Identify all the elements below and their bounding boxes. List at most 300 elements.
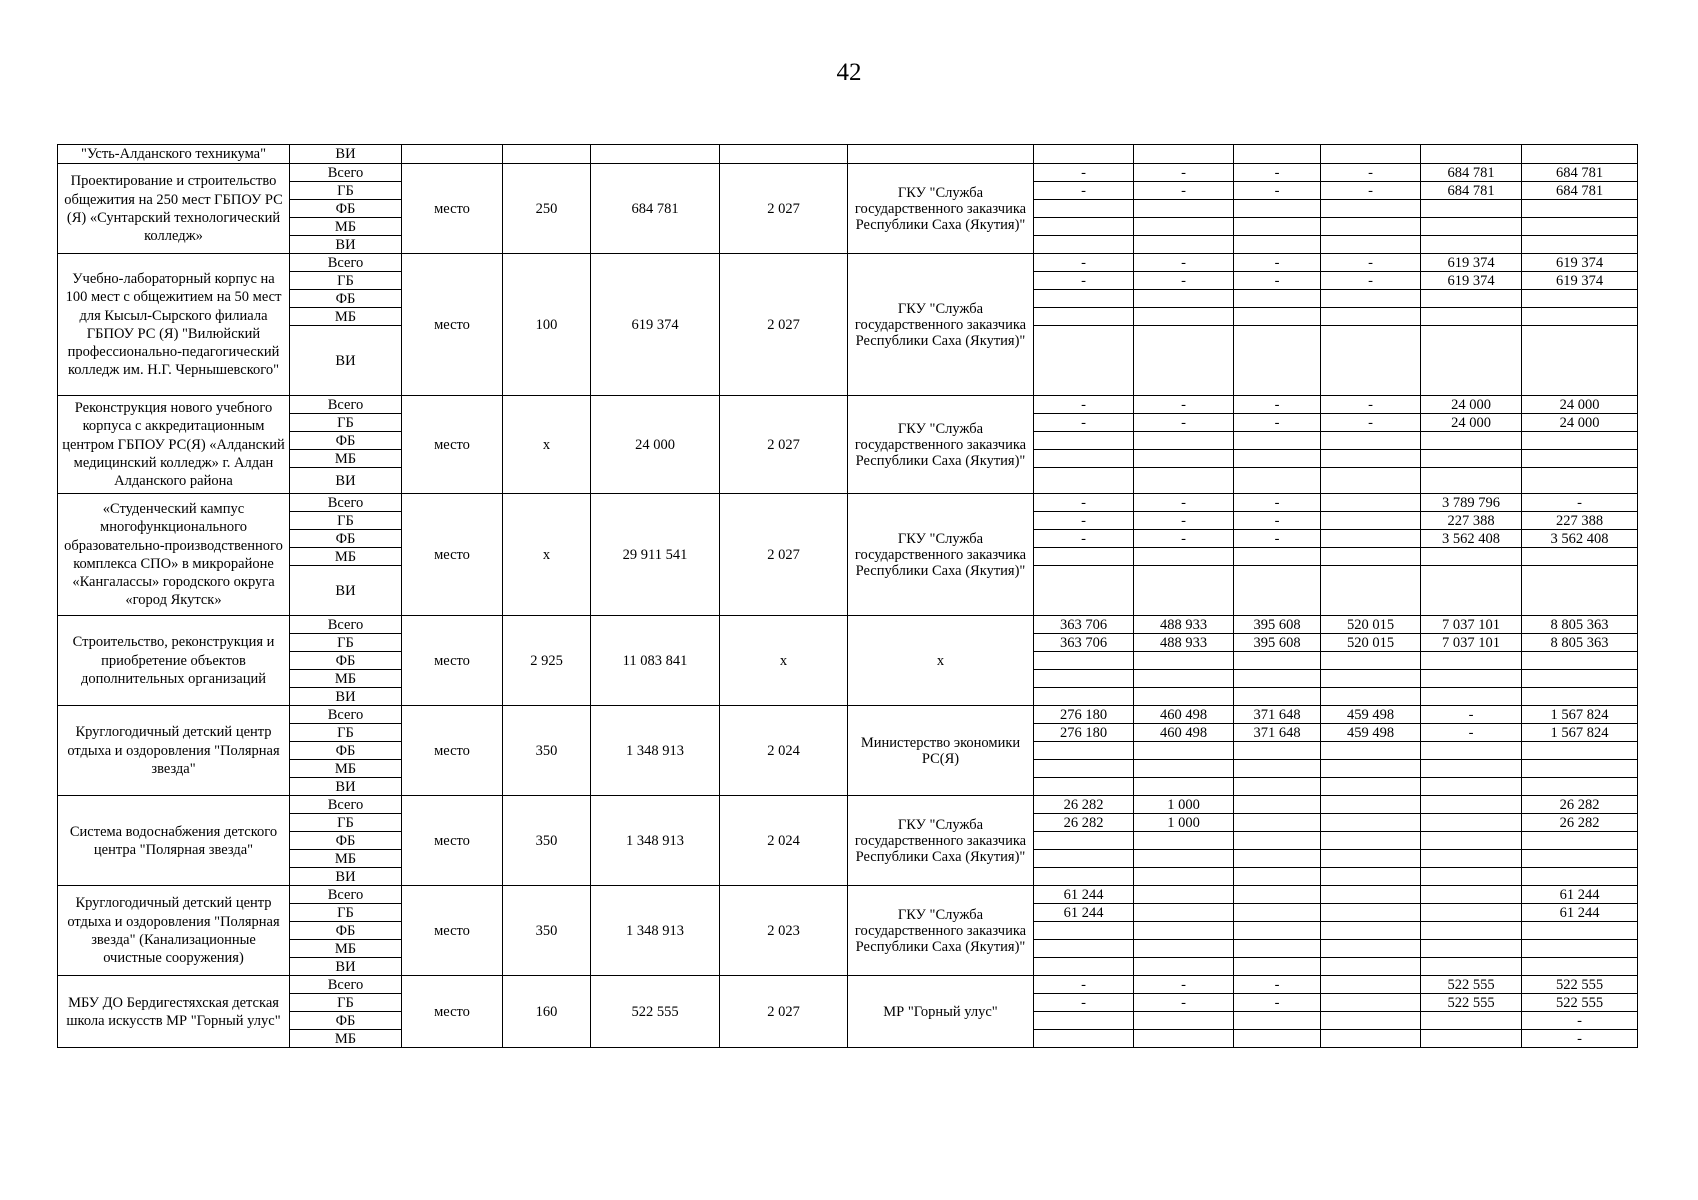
value-2026 — [1321, 958, 1421, 976]
value-2023 — [1034, 468, 1134, 494]
value-2023: 276 180 — [1034, 706, 1134, 724]
value-total — [1522, 290, 1638, 308]
value-total: 619 374 — [1522, 254, 1638, 272]
value-2025 — [1234, 940, 1321, 958]
value-2026: 520 015 — [1321, 616, 1421, 634]
value-2026 — [1321, 904, 1421, 922]
value-2026 — [1321, 450, 1421, 468]
value-2025 — [1234, 145, 1321, 164]
value-2023 — [1034, 566, 1134, 616]
capacity: х — [503, 396, 591, 494]
capacity: 250 — [503, 164, 591, 254]
value-2023: 61 244 — [1034, 904, 1134, 922]
value-2024: - — [1134, 254, 1234, 272]
value-2026 — [1321, 688, 1421, 706]
value-2024: 1 000 — [1134, 796, 1234, 814]
value-2023: 363 706 — [1034, 616, 1134, 634]
value-2027 — [1421, 652, 1522, 670]
object-name: Круглогодичный детский центр отдыха и оздоровления "Полярная звезда" — [58, 706, 290, 796]
value-2025 — [1234, 432, 1321, 450]
value-2024 — [1134, 218, 1234, 236]
value-total: 61 244 — [1522, 904, 1638, 922]
value-total — [1522, 670, 1638, 688]
value-2027: 3 562 408 — [1421, 530, 1522, 548]
value-2024 — [1134, 450, 1234, 468]
value-2027 — [1421, 742, 1522, 760]
value-2025: 371 648 — [1234, 706, 1321, 724]
value-total: 8 805 363 — [1522, 634, 1638, 652]
value-2027 — [1421, 940, 1522, 958]
funding-source: ВИ — [290, 326, 402, 396]
value-2024 — [1134, 742, 1234, 760]
customer: ГКУ "Служба государственного заказчика Республики Саха (Якутия)" — [848, 494, 1034, 616]
value-2023 — [1034, 922, 1134, 940]
value-2024 — [1134, 922, 1234, 940]
value-total — [1522, 432, 1638, 450]
value-2025 — [1234, 218, 1321, 236]
value-2025: - — [1234, 272, 1321, 290]
value-2027 — [1421, 868, 1522, 886]
value-total — [1522, 832, 1638, 850]
value-2024: - — [1134, 396, 1234, 414]
value-2026 — [1321, 432, 1421, 450]
value-2025 — [1234, 814, 1321, 832]
value-2026: - — [1321, 396, 1421, 414]
value-2024: 460 498 — [1134, 706, 1234, 724]
table-row — [58, 616, 1638, 634]
funding-source: ГБ — [290, 512, 402, 530]
value-2026 — [1321, 236, 1421, 254]
value-2024: - — [1134, 494, 1234, 512]
table-row — [58, 396, 1638, 414]
value-2024 — [1134, 326, 1234, 396]
table-row — [58, 145, 1638, 164]
value-total — [1522, 468, 1638, 494]
value-2026 — [1321, 218, 1421, 236]
unit: место — [402, 706, 503, 796]
completion-year: 2 027 — [720, 164, 848, 254]
funding-source: ГБ — [290, 814, 402, 832]
value-2023 — [1034, 432, 1134, 450]
funding-source: ВИ — [290, 778, 402, 796]
value-2023 — [1034, 326, 1134, 396]
value-2023 — [1034, 958, 1134, 976]
funding-source: ВИ — [290, 566, 402, 616]
value-2027: 619 374 — [1421, 254, 1522, 272]
value-2023 — [1034, 200, 1134, 218]
value-2024: 1 000 — [1134, 814, 1234, 832]
value-2026 — [1321, 994, 1421, 1012]
value-total: 24 000 — [1522, 396, 1638, 414]
unit: место — [402, 164, 503, 254]
value-2023 — [1034, 145, 1134, 164]
value-2023 — [1034, 548, 1134, 566]
value-2027: 3 789 796 — [1421, 494, 1522, 512]
funding-source: Всего — [290, 976, 402, 994]
value-2026: - — [1321, 272, 1421, 290]
funding-source: МБ — [290, 940, 402, 958]
value-2026 — [1321, 814, 1421, 832]
value-2023 — [1034, 760, 1134, 778]
funding-source: ФБ — [290, 652, 402, 670]
table-row — [58, 796, 1638, 814]
funding-source: ГБ — [290, 634, 402, 652]
value-2024 — [1134, 432, 1234, 450]
value-2027 — [1421, 548, 1522, 566]
value-2025 — [1234, 850, 1321, 868]
table-row — [58, 886, 1638, 904]
value-2026: 520 015 — [1321, 634, 1421, 652]
value-2024: 488 933 — [1134, 634, 1234, 652]
completion-year: 2 024 — [720, 796, 848, 886]
value-2023: - — [1034, 254, 1134, 272]
estimated-cost: 684 781 — [591, 164, 720, 254]
funding-source: Всего — [290, 706, 402, 724]
value-2025: - — [1234, 414, 1321, 432]
value-2024: - — [1134, 512, 1234, 530]
funding-source: Всего — [290, 254, 402, 272]
value-2027: 684 781 — [1421, 164, 1522, 182]
value-total — [1522, 236, 1638, 254]
value-2023 — [1034, 778, 1134, 796]
value-2023 — [1034, 832, 1134, 850]
value-total: - — [1522, 1030, 1638, 1048]
value-total — [1522, 326, 1638, 396]
value-2023 — [1034, 850, 1134, 868]
customer: ГКУ "Служба государственного заказчика Республики Саха (Якутия)" — [848, 254, 1034, 396]
estimated-cost: 619 374 — [591, 254, 720, 396]
unit: место — [402, 396, 503, 494]
estimated-cost — [591, 145, 720, 164]
value-2023 — [1034, 450, 1134, 468]
value-2027 — [1421, 922, 1522, 940]
value-2027 — [1421, 796, 1522, 814]
value-2026 — [1321, 652, 1421, 670]
funding-source: ФБ — [290, 922, 402, 940]
value-total — [1522, 868, 1638, 886]
table-row — [58, 706, 1638, 724]
value-2025 — [1234, 1012, 1321, 1030]
customer: ГКУ "Служба государственного заказчика Республики Саха (Якутия)" — [848, 886, 1034, 976]
value-2025 — [1234, 868, 1321, 886]
value-2024: - — [1134, 414, 1234, 432]
value-2025 — [1234, 778, 1321, 796]
value-2026 — [1321, 1030, 1421, 1048]
value-2024: - — [1134, 530, 1234, 548]
value-total: 61 244 — [1522, 886, 1638, 904]
value-2025 — [1234, 1030, 1321, 1048]
value-2026 — [1321, 530, 1421, 548]
value-2025: - — [1234, 182, 1321, 200]
unit: место — [402, 616, 503, 706]
value-2026: - — [1321, 414, 1421, 432]
funding-source: МБ — [290, 670, 402, 688]
unit: место — [402, 886, 503, 976]
value-2023: - — [1034, 976, 1134, 994]
object-name: "Усть-Алданского техникума" — [58, 145, 290, 164]
funding-source: ВИ — [290, 688, 402, 706]
value-2023: 276 180 — [1034, 724, 1134, 742]
unit: место — [402, 976, 503, 1048]
value-2024 — [1134, 850, 1234, 868]
completion-year: 2 023 — [720, 886, 848, 976]
funding-source: ВИ — [290, 468, 402, 494]
value-2025 — [1234, 450, 1321, 468]
funding-source: ГБ — [290, 724, 402, 742]
value-total — [1522, 200, 1638, 218]
unit: место — [402, 494, 503, 616]
value-2027 — [1421, 326, 1522, 396]
value-2027: 619 374 — [1421, 272, 1522, 290]
value-2025: 395 608 — [1234, 616, 1321, 634]
value-total — [1522, 218, 1638, 236]
value-2024: - — [1134, 976, 1234, 994]
capacity: 350 — [503, 886, 591, 976]
value-2023: - — [1034, 396, 1134, 414]
value-2027 — [1421, 958, 1522, 976]
value-2027: - — [1421, 706, 1522, 724]
value-2027 — [1421, 218, 1522, 236]
funding-source: ФБ — [290, 200, 402, 218]
value-2024 — [1134, 760, 1234, 778]
funding-source: МБ — [290, 548, 402, 566]
value-2025 — [1234, 236, 1321, 254]
value-2025 — [1234, 886, 1321, 904]
completion-year: 2 027 — [720, 494, 848, 616]
funding-source: ГБ — [290, 904, 402, 922]
value-2026 — [1321, 832, 1421, 850]
value-2026: 459 498 — [1321, 706, 1421, 724]
unit — [402, 145, 503, 164]
value-2025: - — [1234, 994, 1321, 1012]
customer — [848, 145, 1034, 164]
investment-table — [57, 144, 1638, 1048]
value-2027 — [1421, 145, 1522, 164]
value-2023: - — [1034, 530, 1134, 548]
value-total — [1522, 688, 1638, 706]
table-row — [58, 164, 1638, 182]
funding-source: Всего — [290, 886, 402, 904]
object-name: Строительство, реконструкция и приобретение объектов дополнительных организаций — [58, 616, 290, 706]
value-2025 — [1234, 652, 1321, 670]
estimated-cost: 1 348 913 — [591, 886, 720, 976]
value-2026 — [1321, 760, 1421, 778]
funding-source: МБ — [290, 760, 402, 778]
value-2024: - — [1134, 994, 1234, 1012]
value-2024: - — [1134, 182, 1234, 200]
value-total — [1522, 652, 1638, 670]
value-2025 — [1234, 308, 1321, 326]
value-2027: 522 555 — [1421, 994, 1522, 1012]
funding-source: МБ — [290, 1030, 402, 1048]
table-row — [58, 494, 1638, 512]
value-2026 — [1321, 308, 1421, 326]
completion-year: 2 027 — [720, 396, 848, 494]
value-2026 — [1321, 850, 1421, 868]
value-total: 8 805 363 — [1522, 616, 1638, 634]
funding-source: ФБ — [290, 1012, 402, 1030]
value-total: 684 781 — [1522, 182, 1638, 200]
object-name: Круглогодичный детский центр отдыха и оздоровления "Полярная звезда" (Канализационные очистные сооружения) — [58, 886, 290, 976]
funding-source: ГБ — [290, 182, 402, 200]
value-2026 — [1321, 778, 1421, 796]
value-2026 — [1321, 566, 1421, 616]
value-2024 — [1134, 145, 1234, 164]
value-2026 — [1321, 940, 1421, 958]
value-2027 — [1421, 566, 1522, 616]
value-2025 — [1234, 958, 1321, 976]
value-2026 — [1321, 886, 1421, 904]
value-2027 — [1421, 432, 1522, 450]
value-2026 — [1321, 742, 1421, 760]
value-2027 — [1421, 308, 1522, 326]
value-2024 — [1134, 670, 1234, 688]
capacity: 350 — [503, 706, 591, 796]
object-name: Учебно-лабораторный корпус на 100 мест с общежитием на 50 мест для Кысыл-Сырского филиала ГБПОУ РС (Я) "Вилюйский профессионально-педагогический колледж им. Н.Г. Чернышевского" — [58, 254, 290, 396]
estimated-cost: 24 000 — [591, 396, 720, 494]
capacity — [503, 145, 591, 164]
value-total — [1522, 450, 1638, 468]
object-name: «Студенческий кампус многофункционального образовательно-производственного комплекса СПО» в микрорайоне «Кангалассы» городского округа «город Якутск» — [58, 494, 290, 616]
value-2023: - — [1034, 164, 1134, 182]
funding-source: ВИ — [290, 868, 402, 886]
customer: х — [848, 616, 1034, 706]
value-2025 — [1234, 688, 1321, 706]
value-total — [1522, 145, 1638, 164]
customer: МР "Горный улус" — [848, 976, 1034, 1048]
value-2025: 371 648 — [1234, 724, 1321, 742]
value-2026 — [1321, 548, 1421, 566]
value-2024 — [1134, 1012, 1234, 1030]
funding-source: ФБ — [290, 530, 402, 548]
value-total: 26 282 — [1522, 814, 1638, 832]
funding-source: Всего — [290, 616, 402, 634]
funding-source: МБ — [290, 308, 402, 326]
value-total: - — [1522, 494, 1638, 512]
completion-year: 2 024 — [720, 706, 848, 796]
funding-source: ФБ — [290, 432, 402, 450]
value-2026 — [1321, 494, 1421, 512]
value-2026 — [1321, 468, 1421, 494]
value-2024 — [1134, 778, 1234, 796]
value-2023 — [1034, 868, 1134, 886]
value-2023 — [1034, 1012, 1134, 1030]
estimated-cost: 29 911 541 — [591, 494, 720, 616]
value-2024 — [1134, 832, 1234, 850]
value-2024 — [1134, 958, 1234, 976]
value-2023 — [1034, 652, 1134, 670]
value-2027 — [1421, 468, 1522, 494]
value-2025 — [1234, 566, 1321, 616]
value-2027 — [1421, 904, 1522, 922]
value-2026 — [1321, 868, 1421, 886]
object-name: Реконструкция нового учебного корпуса с аккредитационным центром ГБПОУ РС(Я) «Алданский медицинский колледж» г. Алдан Алданского района — [58, 396, 290, 494]
funding-source: ГБ — [290, 414, 402, 432]
funding-source: ФБ — [290, 290, 402, 308]
funding-source: Всего — [290, 164, 402, 182]
value-2025 — [1234, 922, 1321, 940]
value-2023 — [1034, 742, 1134, 760]
value-2026: 459 498 — [1321, 724, 1421, 742]
value-2023 — [1034, 236, 1134, 254]
estimated-cost: 1 348 913 — [591, 706, 720, 796]
value-2025: 395 608 — [1234, 634, 1321, 652]
value-2025 — [1234, 760, 1321, 778]
value-2027: 24 000 — [1421, 414, 1522, 432]
value-2023 — [1034, 670, 1134, 688]
value-2023: 26 282 — [1034, 796, 1134, 814]
value-2027: 24 000 — [1421, 396, 1522, 414]
value-2024 — [1134, 904, 1234, 922]
value-2024 — [1134, 868, 1234, 886]
value-total: 684 781 — [1522, 164, 1638, 182]
completion-year: 2 027 — [720, 254, 848, 396]
value-total — [1522, 566, 1638, 616]
value-2027 — [1421, 236, 1522, 254]
estimated-cost: 1 348 913 — [591, 796, 720, 886]
value-2027 — [1421, 832, 1522, 850]
value-total — [1522, 778, 1638, 796]
value-total: 227 388 — [1522, 512, 1638, 530]
value-2025 — [1234, 200, 1321, 218]
value-2027 — [1421, 670, 1522, 688]
value-2024: - — [1134, 164, 1234, 182]
funding-source: ВИ — [290, 145, 402, 164]
value-2025: - — [1234, 164, 1321, 182]
value-total: 1 567 824 — [1522, 724, 1638, 742]
value-2025: - — [1234, 976, 1321, 994]
customer: ГКУ "Служба государственного заказчика Республики Саха (Якутия)" — [848, 796, 1034, 886]
value-total: 522 555 — [1522, 976, 1638, 994]
capacity: 350 — [503, 796, 591, 886]
value-2025 — [1234, 742, 1321, 760]
value-total: 24 000 — [1522, 414, 1638, 432]
value-2025 — [1234, 796, 1321, 814]
customer: Министерство экономики РС(Я) — [848, 706, 1034, 796]
value-2027 — [1421, 814, 1522, 832]
value-2027: 684 781 — [1421, 182, 1522, 200]
value-2026 — [1321, 922, 1421, 940]
value-2024 — [1134, 200, 1234, 218]
value-total: 522 555 — [1522, 994, 1638, 1012]
value-2027 — [1421, 886, 1522, 904]
value-2024 — [1134, 940, 1234, 958]
value-2025 — [1234, 832, 1321, 850]
value-2027 — [1421, 290, 1522, 308]
value-2024 — [1134, 468, 1234, 494]
value-2024 — [1134, 652, 1234, 670]
value-total: 26 282 — [1522, 796, 1638, 814]
value-2027 — [1421, 200, 1522, 218]
capacity: 2 925 — [503, 616, 591, 706]
funding-source: ГБ — [290, 994, 402, 1012]
funding-source: ФБ — [290, 742, 402, 760]
value-2027 — [1421, 450, 1522, 468]
value-2026 — [1321, 145, 1421, 164]
value-2027 — [1421, 778, 1522, 796]
value-2023: - — [1034, 182, 1134, 200]
value-2025: - — [1234, 512, 1321, 530]
value-2025 — [1234, 290, 1321, 308]
value-2027: - — [1421, 724, 1522, 742]
completion-year: х — [720, 616, 848, 706]
value-2027 — [1421, 760, 1522, 778]
object-name: Система водоснабжения детского центра "Полярная звезда" — [58, 796, 290, 886]
value-2025 — [1234, 670, 1321, 688]
funding-source: Всего — [290, 494, 402, 512]
value-2025 — [1234, 904, 1321, 922]
value-2023 — [1034, 940, 1134, 958]
